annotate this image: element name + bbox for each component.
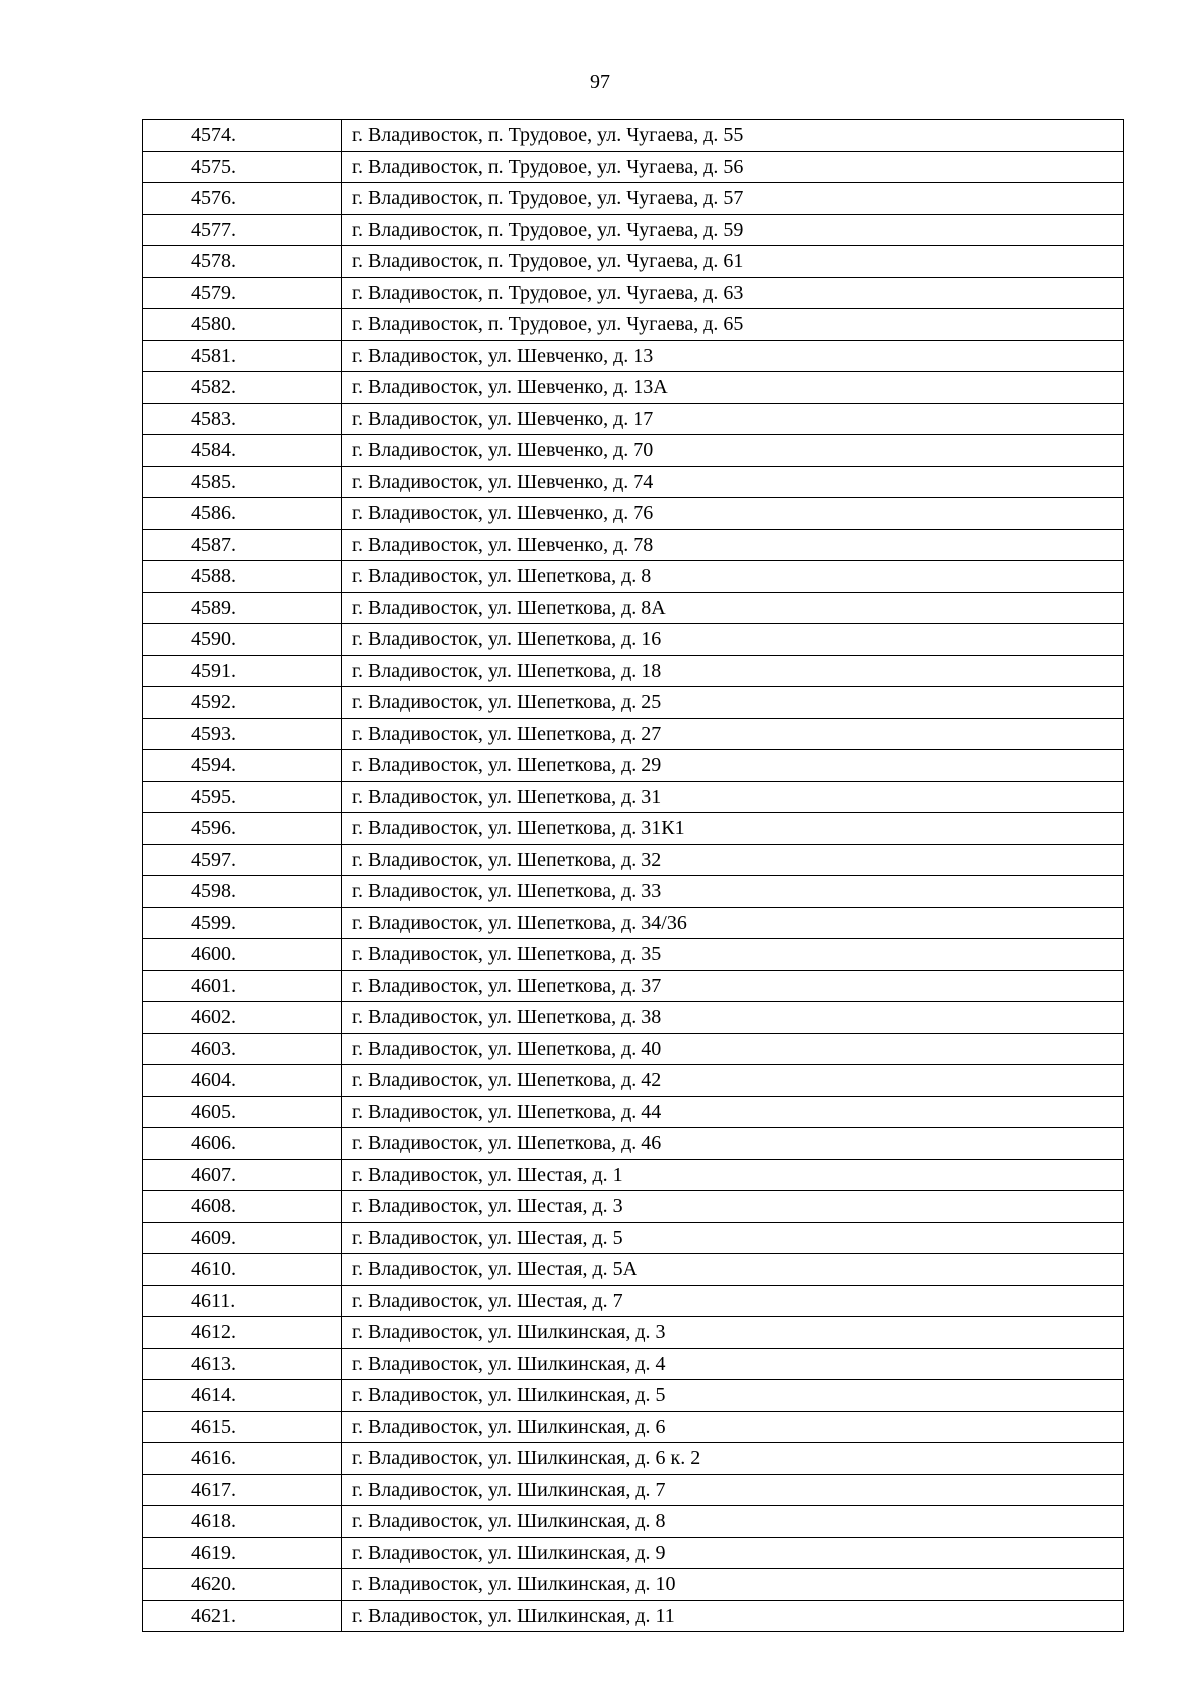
table-row bbox=[143, 340, 1124, 372]
row-address: г. Владивосток, ул. Шепеткова, д. 38 bbox=[342, 1002, 1124, 1034]
row-address: г. Владивосток, ул. Шилкинская, д. 6 bbox=[342, 1411, 1124, 1443]
row-address: г. Владивосток, ул. Шевченко, д. 17 bbox=[342, 403, 1124, 435]
row-number: 4616. bbox=[143, 1443, 342, 1475]
table-row bbox=[143, 466, 1124, 498]
row-address: г. Владивосток, ул. Шепеткова, д. 44 bbox=[342, 1096, 1124, 1128]
row-number: 4610. bbox=[143, 1254, 342, 1286]
row-address: г. Владивосток, ул. Шевченко, д. 70 bbox=[342, 435, 1124, 467]
table-row bbox=[143, 1474, 1124, 1506]
row-address: г. Владивосток, ул. Шепеткова, д. 8А bbox=[342, 592, 1124, 624]
row-address: г. Владивосток, ул. Шепеткова, д. 29 bbox=[342, 750, 1124, 782]
table-row bbox=[143, 1065, 1124, 1097]
table-row bbox=[143, 277, 1124, 309]
row-number: 4591. bbox=[143, 655, 342, 687]
table-row bbox=[143, 1600, 1124, 1632]
table-row bbox=[143, 529, 1124, 561]
row-number: 4584. bbox=[143, 435, 342, 467]
row-address: г. Владивосток, ул. Шепеткова, д. 32 bbox=[342, 844, 1124, 876]
row-number: 4586. bbox=[143, 498, 342, 530]
table-row bbox=[143, 435, 1124, 467]
row-number: 4612. bbox=[143, 1317, 342, 1349]
table-row bbox=[143, 498, 1124, 530]
row-number: 4599. bbox=[143, 907, 342, 939]
table-row bbox=[143, 151, 1124, 183]
row-number: 4621. bbox=[143, 1600, 342, 1632]
table-row bbox=[143, 309, 1124, 341]
table-row bbox=[143, 1002, 1124, 1034]
row-address: г. Владивосток, п. Трудовое, ул. Чугаева, д. 55 bbox=[342, 120, 1124, 152]
row-number: 4607. bbox=[143, 1159, 342, 1191]
table-row bbox=[143, 120, 1124, 152]
table-row bbox=[143, 1222, 1124, 1254]
row-number: 4614. bbox=[143, 1380, 342, 1412]
row-number: 4619. bbox=[143, 1537, 342, 1569]
row-number: 4601. bbox=[143, 970, 342, 1002]
row-address: г. Владивосток, ул. Шепеткова, д. 31 bbox=[342, 781, 1124, 813]
row-address: г. Владивосток, ул. Шепеткова, д. 16 bbox=[342, 624, 1124, 656]
row-address: г. Владивосток, ул. Шестая, д. 7 bbox=[342, 1285, 1124, 1317]
row-number: 4609. bbox=[143, 1222, 342, 1254]
row-number: 4578. bbox=[143, 246, 342, 278]
row-address: г. Владивосток, ул. Шепеткова, д. 18 bbox=[342, 655, 1124, 687]
row-address: г. Владивосток, ул. Шепеткова, д. 37 bbox=[342, 970, 1124, 1002]
row-address: г. Владивосток, ул. Шилкинская, д. 3 bbox=[342, 1317, 1124, 1349]
row-address: г. Владивосток, ул. Шевченко, д. 13 bbox=[342, 340, 1124, 372]
row-address: г. Владивосток, п. Трудовое, ул. Чугаева, д. 57 bbox=[342, 183, 1124, 215]
row-address: г. Владивосток, ул. Шепеткова, д. 42 bbox=[342, 1065, 1124, 1097]
table-row bbox=[143, 844, 1124, 876]
row-address: г. Владивосток, ул. Шилкинская, д. 5 bbox=[342, 1380, 1124, 1412]
table-row bbox=[143, 1285, 1124, 1317]
row-address: г. Владивосток, ул. Шепеткова, д. 40 bbox=[342, 1033, 1124, 1065]
table-row bbox=[143, 403, 1124, 435]
row-address: г. Владивосток, п. Трудовое, ул. Чугаева, д. 63 bbox=[342, 277, 1124, 309]
row-number: 4595. bbox=[143, 781, 342, 813]
table-row bbox=[143, 655, 1124, 687]
table-row bbox=[143, 1537, 1124, 1569]
row-address: г. Владивосток, п. Трудовое, ул. Чугаева, д. 61 bbox=[342, 246, 1124, 278]
row-number: 4590. bbox=[143, 624, 342, 656]
table-row bbox=[143, 970, 1124, 1002]
row-address: г. Владивосток, ул. Шепеткова, д. 34/36 bbox=[342, 907, 1124, 939]
row-address: г. Владивосток, ул. Шепеткова, д. 35 bbox=[342, 939, 1124, 971]
table-row bbox=[143, 750, 1124, 782]
row-number: 4605. bbox=[143, 1096, 342, 1128]
row-number: 4606. bbox=[143, 1128, 342, 1160]
address-table bbox=[142, 119, 1124, 1632]
table-row bbox=[143, 939, 1124, 971]
row-number: 4603. bbox=[143, 1033, 342, 1065]
row-number: 4576. bbox=[143, 183, 342, 215]
row-address: г. Владивосток, п. Трудовое, ул. Чугаева, д. 56 bbox=[342, 151, 1124, 183]
row-address: г. Владивосток, ул. Шилкинская, д. 10 bbox=[342, 1569, 1124, 1601]
row-number: 4589. bbox=[143, 592, 342, 624]
table-row bbox=[143, 718, 1124, 750]
row-address: г. Владивосток, ул. Шестая, д. 3 bbox=[342, 1191, 1124, 1223]
row-address: г. Владивосток, ул. Шевченко, д. 74 bbox=[342, 466, 1124, 498]
row-number: 4615. bbox=[143, 1411, 342, 1443]
table-row bbox=[143, 246, 1124, 278]
table-row bbox=[143, 1380, 1124, 1412]
table-row bbox=[143, 1348, 1124, 1380]
row-number: 4613. bbox=[143, 1348, 342, 1380]
table-row bbox=[143, 1096, 1124, 1128]
table-row bbox=[143, 781, 1124, 813]
row-address: г. Владивосток, ул. Шепеткова, д. 33 bbox=[342, 876, 1124, 908]
table-row bbox=[143, 907, 1124, 939]
row-number: 4585. bbox=[143, 466, 342, 498]
row-number: 4608. bbox=[143, 1191, 342, 1223]
table-row bbox=[143, 592, 1124, 624]
row-number: 4604. bbox=[143, 1065, 342, 1097]
row-address: г. Владивосток, ул. Шепеткова, д. 8 bbox=[342, 561, 1124, 593]
row-number: 4617. bbox=[143, 1474, 342, 1506]
row-number: 4592. bbox=[143, 687, 342, 719]
row-address: г. Владивосток, ул. Шестая, д. 5 bbox=[342, 1222, 1124, 1254]
row-address: г. Владивосток, ул. Шепеткова, д. 27 bbox=[342, 718, 1124, 750]
table-row bbox=[143, 214, 1124, 246]
table-row bbox=[143, 561, 1124, 593]
row-number: 4577. bbox=[143, 214, 342, 246]
row-address: г. Владивосток, ул. Шилкинская, д. 6 к. 2 bbox=[342, 1443, 1124, 1475]
row-address: г. Владивосток, ул. Шевченко, д. 78 bbox=[342, 529, 1124, 561]
table-row bbox=[143, 1254, 1124, 1286]
row-number: 4618. bbox=[143, 1506, 342, 1538]
row-number: 4581. bbox=[143, 340, 342, 372]
row-address: г. Владивосток, ул. Шевченко, д. 13А bbox=[342, 372, 1124, 404]
table-row bbox=[143, 813, 1124, 845]
row-number: 4583. bbox=[143, 403, 342, 435]
row-address: г. Владивосток, ул. Шестая, д. 1 bbox=[342, 1159, 1124, 1191]
row-number: 4597. bbox=[143, 844, 342, 876]
row-number: 4602. bbox=[143, 1002, 342, 1034]
row-number: 4587. bbox=[143, 529, 342, 561]
row-number: 4600. bbox=[143, 939, 342, 971]
row-number: 4588. bbox=[143, 561, 342, 593]
row-number: 4575. bbox=[143, 151, 342, 183]
row-address: г. Владивосток, ул. Шевченко, д. 76 bbox=[342, 498, 1124, 530]
row-number: 4611. bbox=[143, 1285, 342, 1317]
row-number: 4579. bbox=[143, 277, 342, 309]
table-row bbox=[143, 1128, 1124, 1160]
table-row bbox=[143, 876, 1124, 908]
row-number: 4596. bbox=[143, 813, 342, 845]
row-address: г. Владивосток, ул. Шилкинская, д. 11 bbox=[342, 1600, 1124, 1632]
address-table-body bbox=[143, 120, 1124, 1632]
row-number: 4620. bbox=[143, 1569, 342, 1601]
row-number: 4593. bbox=[143, 718, 342, 750]
table-row bbox=[143, 1569, 1124, 1601]
row-number: 4598. bbox=[143, 876, 342, 908]
row-address: г. Владивосток, ул. Шилкинская, д. 8 bbox=[342, 1506, 1124, 1538]
table-row bbox=[143, 1506, 1124, 1538]
row-address: г. Владивосток, ул. Шепеткова, д. 25 bbox=[342, 687, 1124, 719]
page-number: 97 bbox=[590, 71, 610, 93]
table-row bbox=[143, 1033, 1124, 1065]
row-number: 4580. bbox=[143, 309, 342, 341]
row-address: г. Владивосток, ул. Шепеткова, д. 46 bbox=[342, 1128, 1124, 1160]
table-row bbox=[143, 687, 1124, 719]
table-row bbox=[143, 372, 1124, 404]
row-address: г. Владивосток, ул. Шепеткова, д. 31К1 bbox=[342, 813, 1124, 845]
row-address: г. Владивосток, ул. Шестая, д. 5А bbox=[342, 1254, 1124, 1286]
row-address: г. Владивосток, п. Трудовое, ул. Чугаева, д. 65 bbox=[342, 309, 1124, 341]
row-address: г. Владивосток, п. Трудовое, ул. Чугаева, д. 59 bbox=[342, 214, 1124, 246]
table-row bbox=[143, 1191, 1124, 1223]
row-number: 4594. bbox=[143, 750, 342, 782]
table-row bbox=[143, 1159, 1124, 1191]
table-row bbox=[143, 1317, 1124, 1349]
row-address: г. Владивосток, ул. Шилкинская, д. 7 bbox=[342, 1474, 1124, 1506]
table-row bbox=[143, 183, 1124, 215]
table-row bbox=[143, 1443, 1124, 1475]
row-address: г. Владивосток, ул. Шилкинская, д. 4 bbox=[342, 1348, 1124, 1380]
table-row bbox=[143, 1411, 1124, 1443]
row-number: 4574. bbox=[143, 120, 342, 152]
row-address: г. Владивосток, ул. Шилкинская, д. 9 bbox=[342, 1537, 1124, 1569]
table-row bbox=[143, 624, 1124, 656]
row-number: 4582. bbox=[143, 372, 342, 404]
